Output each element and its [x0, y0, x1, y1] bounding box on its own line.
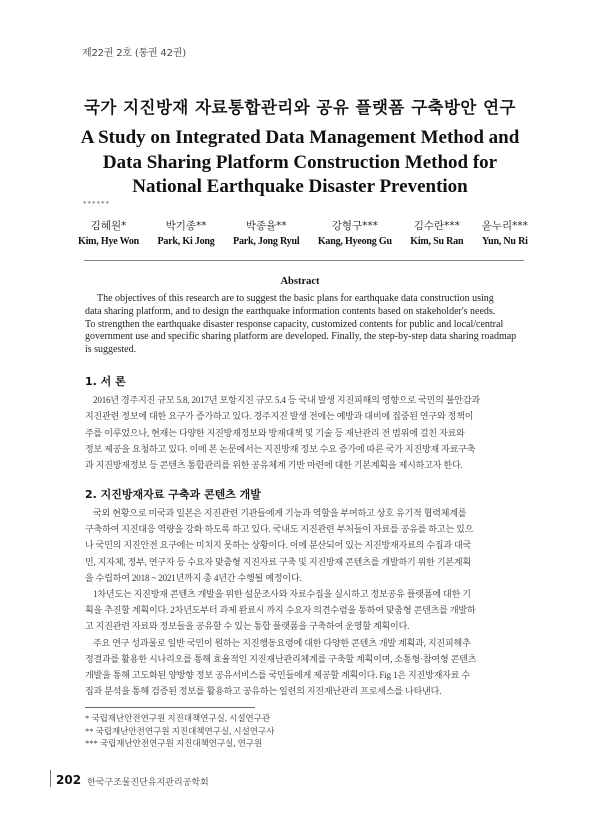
body-line: 집과 분석을 통해 검증된 정보를 활용하고 공유하는 일련의 지진재난관리 프로세스를 나타낸다.	[85, 686, 442, 697]
journal-name: 한국구조물진단유지관리공학회	[87, 778, 209, 788]
author-name-korean: 박종율**	[245, 220, 287, 232]
body-line: 과 지진방재정보 등 콘텐츠 통합관리를 위한 공유체계 기반 마련에 대한 기본계획을 제시하고자 한다.	[85, 460, 463, 471]
body-line: 국외 현황으로 미국과 일본은 지진관련 기관들에게 기능과 역할을 부여하고 상호 유기적 협력체계를	[93, 508, 467, 518]
author	[78, 219, 139, 249]
title-korean: 국가 지진방재 자료통합관리와 공유 플랫폼 구축방안 연구	[83, 98, 516, 117]
body-line: 정결과를 활용한 시나리오를 통해 효율적인 지진재난관리체계를 구축할 계획이며, 소통형·참여형 콘텐츠	[85, 653, 477, 664]
abstract-line: The objectives of this research are to suggest the basic plans for earthquake data construction using	[97, 293, 494, 304]
author	[233, 219, 299, 249]
body-line: 주를 이루었으나, 현재는 다양한 지진방재정보와 방재대책 및 기술 등 재난관리 전 범위에 걸친 자료와	[85, 427, 465, 438]
header-divider	[84, 260, 524, 261]
body-line: 2016년 경주지진 규모 5.8, 2017년 포항지진 규모 5.4 등 국내 발생 지진피해의 영향으로 국민의 불안감과	[93, 395, 480, 405]
page-number: 202	[56, 773, 82, 787]
author-name-korean: 윤누리***	[481, 220, 528, 232]
running-head: 제22권 2호 (통권 42권)	[82, 48, 186, 59]
abstract-text	[85, 293, 529, 357]
footnotes	[85, 712, 274, 750]
author-name-english: Park, Ki Jong	[157, 236, 215, 247]
section-heading-introduction: 1. 서 론	[85, 375, 126, 388]
section-body-introduction	[85, 392, 529, 473]
author-separator: ******	[83, 200, 110, 208]
author-name-english: Kim, Su Ran	[410, 236, 464, 247]
author	[410, 219, 463, 249]
body-line: 구축하여 지진대응 역량을 강화 하도록 하고 있다. 국내도 지진관련 부처들이 자료를 공유를 하고는 있으	[85, 524, 474, 535]
footnote-divider	[85, 707, 255, 708]
body-line: 주요 연구 성과물로 일반 국민이 원하는 지진행동요령에 대한 다양한 콘텐츠 개발 계획과, 지진피해추	[93, 637, 471, 648]
author-name-english: Park, Jong Ryul	[233, 236, 300, 247]
body-line: 지진관련 정보에 대한 요구가 증가하고 있다. 경주지진 발생 전에는 예방과 대비에 집중된 연구와 정책이	[85, 411, 474, 422]
section-heading-data-construction: 2. 지진방재자료 구축과 콘텐츠 개발	[85, 488, 261, 501]
author	[318, 219, 392, 249]
body-line: 민, 지자체, 정부, 연구자 등 수요자 맞춤형 지진자료 구축 및 지진방재 콘텐츠를 개발하기 위한 기본계획	[85, 556, 472, 567]
abstract-line: government use and specific sharing platform are developed. Finally, the step-by-step data sharing roadmap	[85, 331, 517, 343]
abstract-heading: Abstract	[280, 276, 320, 287]
abstract-line: is suggested.	[85, 344, 137, 356]
body-line: 획을 추진할 계획이다. 2차년도부터 과제 완료시 까지 수요자 의견수렴을 통하여 맞춤형 콘텐츠를 개발하	[85, 605, 476, 616]
author-name-korean: 김혜원*	[90, 220, 127, 232]
body-line: 개발을 통해 고도화된 양방향 정보 공유서비스를 국민들에게 제공할 계획이다. Fig 1은 지진방재자료 수	[85, 670, 470, 681]
author-name-korean: 박기종**	[165, 220, 207, 232]
abstract-line: data sharing platform, and to design the earthquake information contents based on stakeholder's needs.	[85, 305, 496, 317]
footnote: * 국립재난안전연구원 지진대책연구실, 시설연구관	[85, 713, 271, 723]
page-number-bar	[50, 770, 51, 787]
author-name-english: Yun, Nu Ri	[481, 236, 528, 247]
author	[157, 219, 214, 249]
author-list	[78, 219, 528, 249]
author-name-english: Kim, Hye Won	[78, 236, 140, 247]
author-name-english: Kang, Hyeong Gu	[317, 236, 392, 247]
section-body-data-construction	[85, 505, 529, 699]
body-line: 을 수립하여 2018 ~ 2021년까지 총 4년간 수행될 예정이다.	[85, 572, 302, 583]
footnote: ** 국립재난안전연구원 지진대책연구실, 시설연구사	[85, 725, 275, 736]
footnote: *** 국립재난안전연구원 지진대책연구실, 연구원	[85, 738, 263, 748]
author-name-korean: 강형구***	[331, 220, 378, 232]
author	[482, 219, 528, 249]
body-line: 정보 제공을 요청하고 있다. 이에 본 논문에서는 지진방재 정보 수요 증가에 따른 국가 지진방재 자료구축	[85, 443, 476, 454]
body-line: 1차년도는 지진방재 콘텐츠 개발을 위한 설문조사와 자료수집을 실시하고 정보공유 플랫폼에 대한 기	[93, 589, 471, 600]
body-line: 고 지진관련 자료와 정보들을 공유할 수 있는 통합 플랫폼을 구축하여 운영할 계획이다.	[85, 621, 410, 632]
title-english: A Study on Integrated Data Management Method and Data Sharing Platform Construction Method for National Earthquake Disaster Prevention	[80, 127, 520, 197]
abstract-line: To strengthen the earthquake disaster response capacity, customized contents for public and local/central	[85, 318, 504, 330]
body-line: 나 국민의 지진안전 요구에는 미치지 못하는 상황이다. 이에 분산되어 있는 지진방재자료의 수집과 대국	[85, 540, 472, 551]
author-name-korean: 김수란***	[413, 220, 460, 232]
